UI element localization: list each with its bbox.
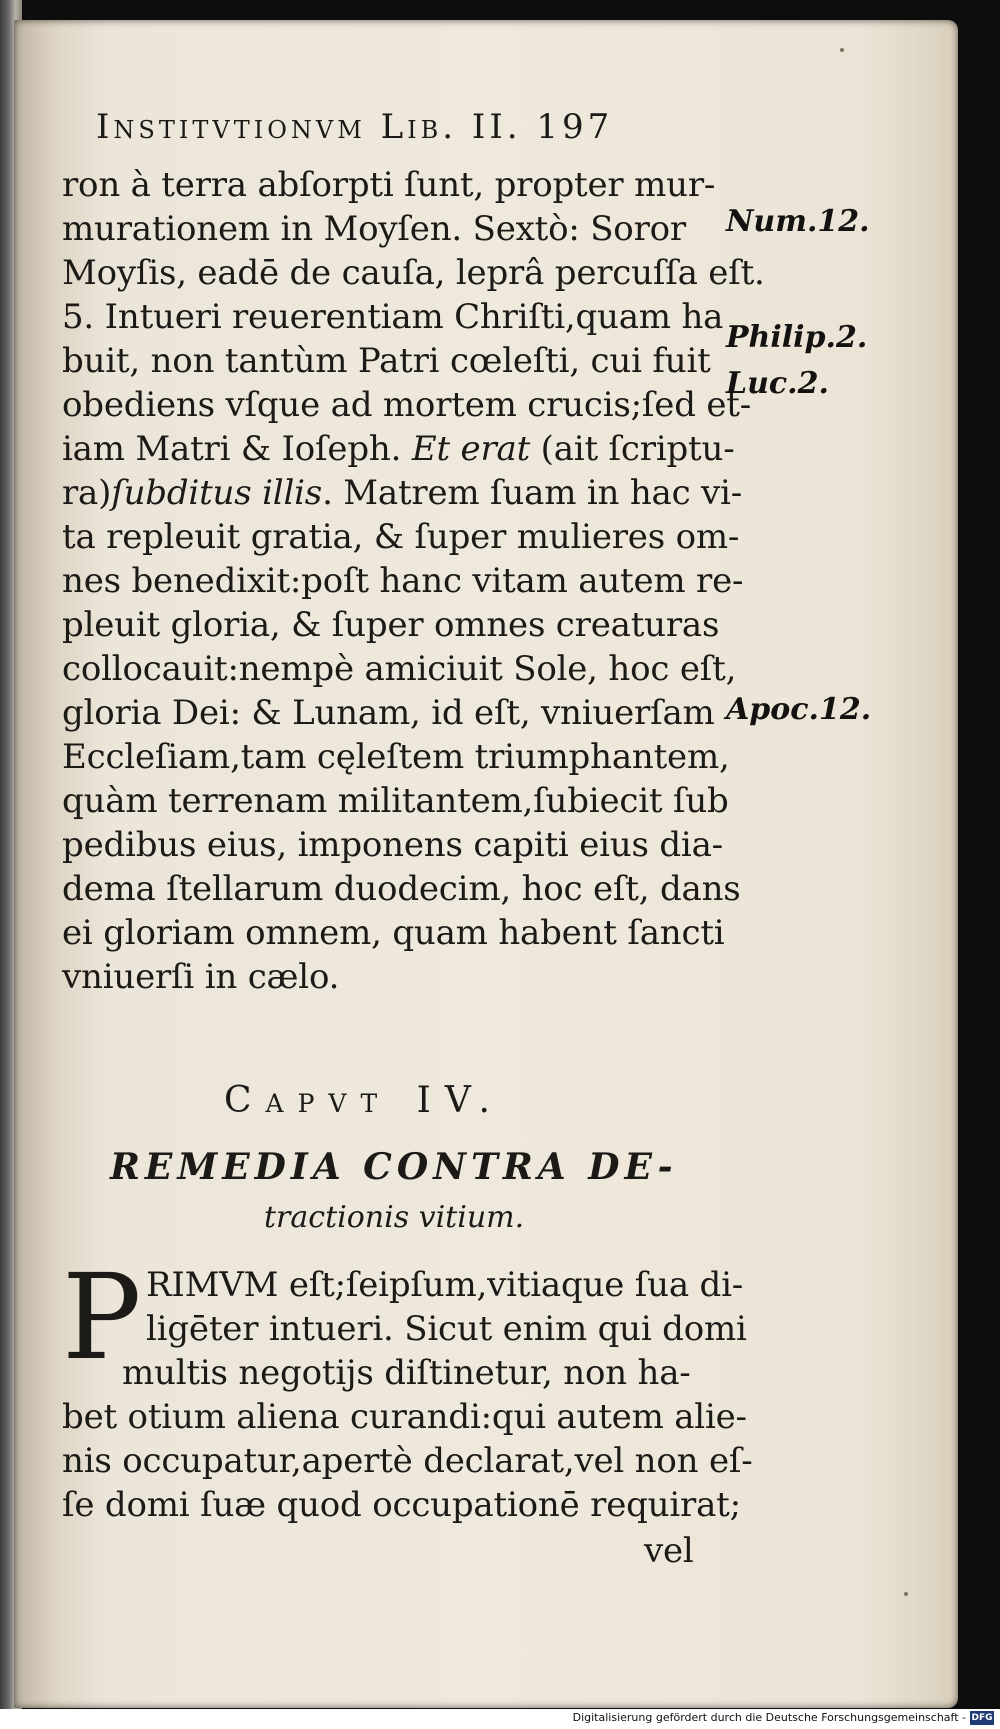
text-line: vniuerſi in cælo. xyxy=(62,957,340,997)
chapter-title: REMEDIA CONTRA DE- xyxy=(110,1146,678,1188)
italic-span: Et erat xyxy=(411,429,531,469)
margin-note: Luc.2. xyxy=(726,366,829,401)
italic-span: ſubditus illis xyxy=(111,473,323,513)
text-line: obediens vſque ad mortem crucis;ſed et- xyxy=(62,385,752,425)
text-line: ligēter intueri. Sicut enim qui domi xyxy=(146,1309,747,1349)
text-span: . Matrem ſuam in hac vi- xyxy=(322,473,743,513)
text-line: bet otium aliena curandi:qui autem alie- xyxy=(62,1397,747,1437)
text-line: nes benedixit:poſt hanc vitam autem re- xyxy=(62,561,744,601)
text-line: pleuit gloria, & ſuper omnes creaturas xyxy=(62,605,720,645)
text-line: ei gloriam omnem, quam habent ſancti xyxy=(62,913,725,953)
chapter-title-continued: tractionis vitium. xyxy=(264,1200,525,1235)
text-line: Moyſis, eadē de cauſa, leprâ percuſſa eſt. xyxy=(62,253,765,293)
running-head: Institvtionvm Lib. II. 197 xyxy=(96,107,614,147)
text-line: RIMVM eſt;ſeipſum,vitiaque ſua di- xyxy=(146,1265,744,1305)
margin-note: Philip.2. xyxy=(726,320,868,355)
text-line: 5. Intueri reuerentiam Chriſti,quam ha xyxy=(62,297,724,337)
text-span: ra) xyxy=(62,473,112,513)
drop-cap: P xyxy=(62,1248,142,1386)
chapter-heading: Capvt IV. xyxy=(224,1080,504,1121)
book-page xyxy=(14,20,958,1708)
text-line: multis negotijs diſtinetur, non ha- xyxy=(122,1353,691,1393)
text-line: collocauit:nempè amiciuit Sole, hoc eſt, xyxy=(62,649,737,689)
text-span: (ait ſcriptu- xyxy=(530,429,735,469)
text-span: iam Matri & Ioſeph. xyxy=(62,429,412,469)
text-line: ron à terra abſorpti ſunt, propter mur- xyxy=(62,165,716,205)
text-line: dema ſtellarum duodecim, hoc eſt, dans xyxy=(62,869,741,909)
text-line: ſe domi ſuæ quod occupationē requirat; xyxy=(62,1485,741,1525)
margin-note: Num.12. xyxy=(726,204,870,239)
text-line: gloria Dei: & Lunam, id eſt, vniuerſam xyxy=(62,693,715,733)
text-line: Eccleſiam,tam cęleſtem triumphantem, xyxy=(62,737,730,777)
funding-notice: Digitalisierung gefördert durch die Deutsche Forschungsgemeinschaft - xyxy=(572,1711,966,1724)
text-line: nis occupatur,apertè declarat,vel non eſ- xyxy=(62,1441,753,1481)
paper-speck xyxy=(904,1592,908,1596)
margin-note: Apoc.12. xyxy=(726,692,872,727)
text-line: murationem in Moyſen. Sextò: Soror xyxy=(62,209,686,249)
text-line: buit, non tantùm Patri cœleſti, cui fuit xyxy=(62,341,711,381)
text-line xyxy=(62,426,735,472)
text-line: pedibus eius, imponens capiti eius dia- xyxy=(62,825,723,865)
dfg-logo: DFG xyxy=(971,1713,993,1723)
text-line xyxy=(62,470,743,516)
text-line: quàm terrenam militantem,ſubiecit ſub xyxy=(62,781,729,821)
paper-speck xyxy=(840,48,844,52)
catchword: vel xyxy=(644,1531,694,1571)
text-line: ta repleuit gratia, & ſuper mulieres om- xyxy=(62,517,740,557)
